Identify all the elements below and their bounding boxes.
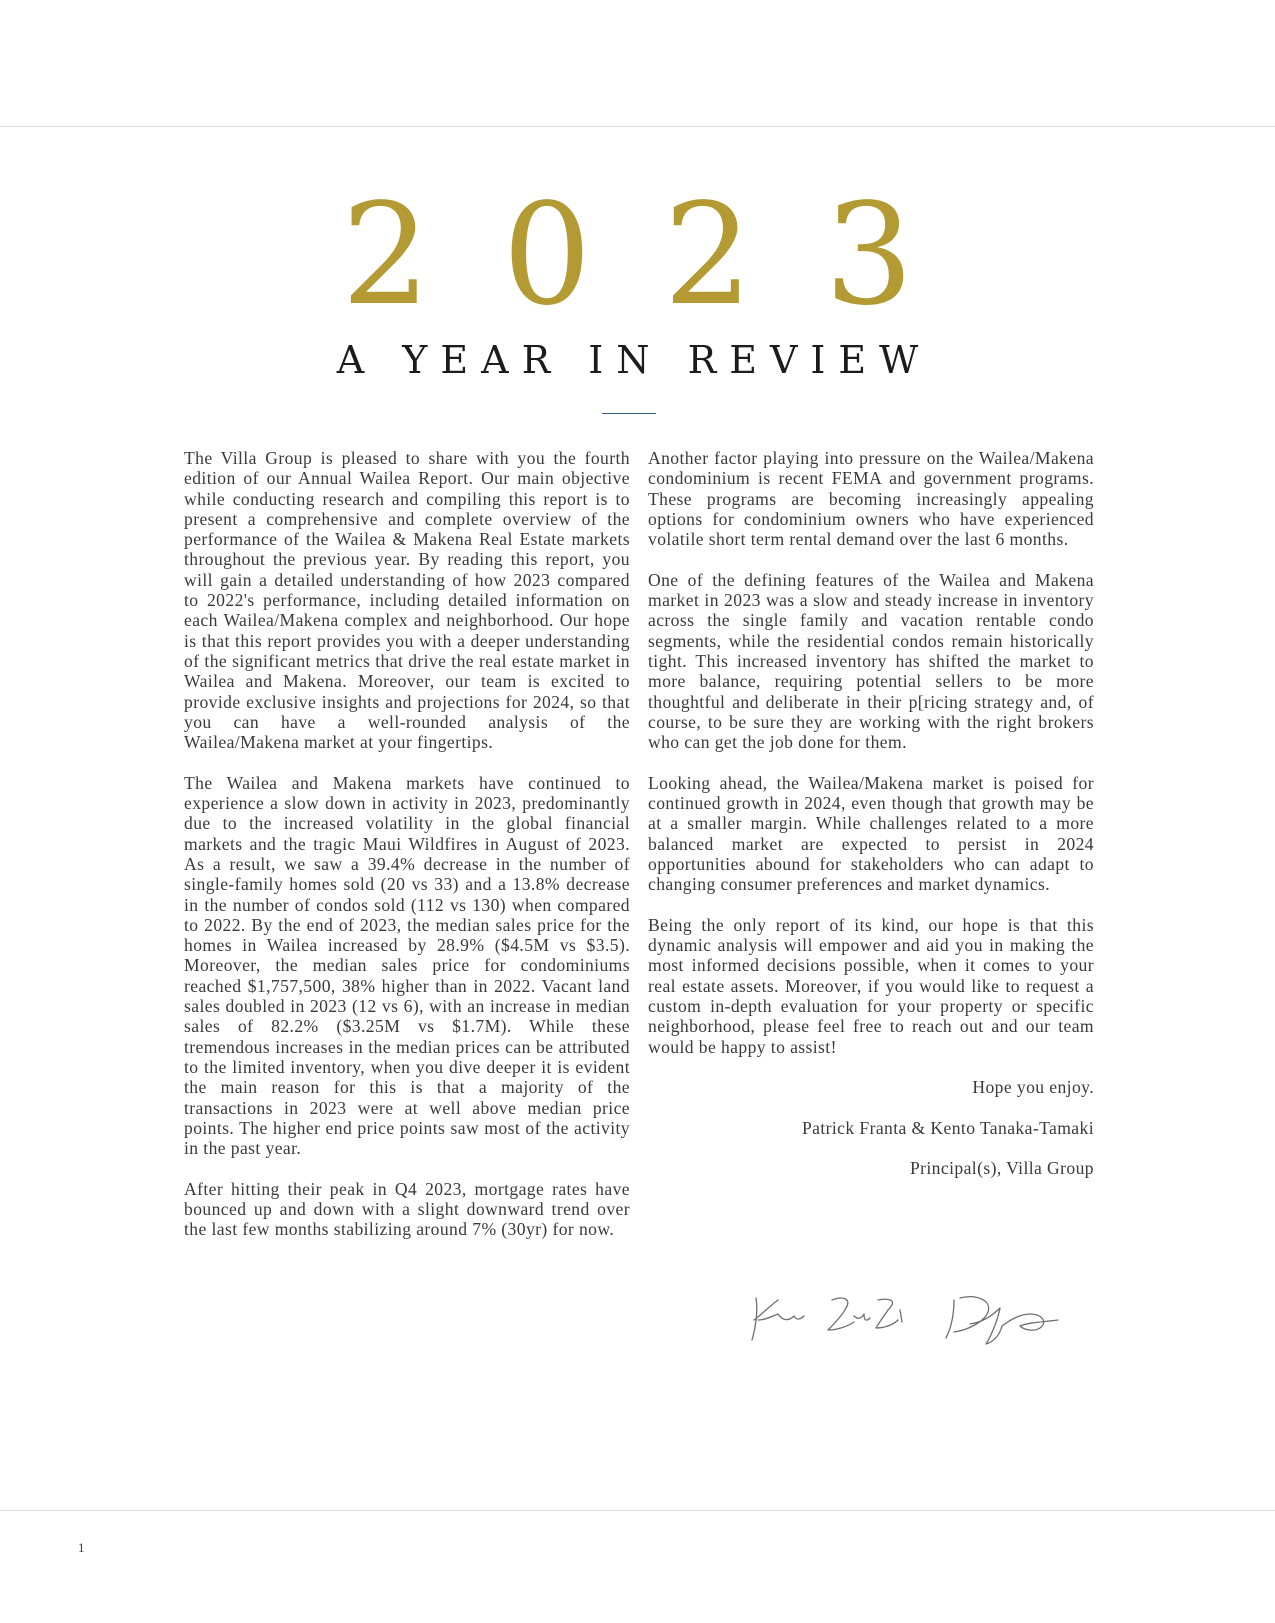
signature-kento-2 bbox=[828, 1298, 902, 1330]
bottom-divider bbox=[0, 1510, 1275, 1511]
handwritten-signatures bbox=[748, 1286, 1088, 1352]
page-number: 1 bbox=[78, 1540, 85, 1555]
left-column bbox=[184, 448, 630, 1260]
right-column bbox=[648, 448, 1094, 1199]
inventory-paragraph: One of the defining features of the Wailea and Makena market in 2023 was a slow and steady increase in inventory across the single family and vacation rentable condo segments, while the residential condos remain historically tight. This increased inventory has shifted the market to more balance, requiring potential sellers to be more thoughtful and deliberate in their p[ricing strategy and, of course, to be sure they are working with the right brokers who can get the job done for them. bbox=[648, 569, 1094, 753]
closing-greeting: Hope you enjoy. bbox=[972, 1077, 1094, 1098]
report-year-title: 2023 bbox=[341, 174, 986, 337]
mortgage-rates-paragraph: After hitting their peak in Q4 2023, mortgage rates have bounced up and down with a slight downward trend over the last few months stabilizing around 7% (30yr) for now. bbox=[184, 1178, 630, 1240]
top-divider bbox=[0, 126, 1275, 127]
title-accent-line bbox=[602, 413, 656, 414]
signer-role: Principal(s), Villa Group bbox=[909, 1158, 1094, 1179]
closing-paragraph: Being the only report of its kind, our hope is that this dynamic analysis will empower and aid you in making the most informed decisions possible, when it comes to your real estate assets. Moreover, if you would like to request a custom in-depth evaluation for your property or specific neighborhood, please feel free to reach out and our team would be happy to assist! bbox=[648, 914, 1094, 1057]
market-stats-paragraph: The Wailea and Makena markets have continued to experience a slow down in activity in 2023, predominantly due to the increased volatility in the global financial markets and the tragic Maui Wildfires in August of 2023. As a result, we saw a 39.4% decrease in the number of single-family homes sold (20 vs 33) and a 13.8% decrease in the number of condos sold (112 vs 130) when compared to 2022. By the end of 2023, the median sales price for the homes in Wailea increased by 28.9% ($4.5M vs $3.5). Moreover, the median sales price for condominiums reached $1,757,500, 38% higher than in 2022. Vacant land sales doubled in 2023 (12 vs 6), with an increase in median sales of 82.2% ($3.25M vs $1.7M). While these tremendous increases in the median prices can be attributed to the limited inventory, when you dive deeper it is evident the main reason for this is that a majority of the transactions in 2023 were at well above median price points. The higher end price points saw most of the activity in the past year. bbox=[184, 772, 630, 1159]
intro-paragraph: The Villa Group is pleased to share with you the fourth edition of our Annual Wailea Report. Our main objective while conducting research and compiling this report is to present a comprehensive and complete overview of the performance of the Wailea & Makena Real Estate markets throughout the previous year. By reading this report, you will gain a detailed understanding of how 2023 compared to 2022's performance, including detailed information on each Wailea/Makena complex and neighborhood. Our hope is that this report provides you with a deeper understanding of the significant metrics that drive the real estate market in Wailea and Makena. Moreover, our team is excited to provide exclusive insights and projections for 2024, so that you can have a well-rounded analysis of the Wailea/Makena market at your fingertips. bbox=[184, 448, 630, 753]
outlook-paragraph: Looking ahead, the Wailea/Makena market is poised for continued growth in 2024, even though that growth may be at a smaller margin. While challenges related to a more balanced market are expected to persist in 2024 opportunities abound for stakeholders who can adapt to changing consumer preferences and market dynamics. bbox=[648, 772, 1094, 895]
fema-paragraph: Another factor playing into pressure on the Wailea/Makena condominium is recent FEMA and government programs. These programs are becoming increasingly appealing options for condominium owners who have experienced volatile short term rental demand over the last 6 months. bbox=[648, 448, 1094, 550]
signature-patrick bbox=[946, 1297, 1058, 1344]
signature-kento bbox=[752, 1298, 804, 1340]
report-subtitle: A YEAR IN REVIEW bbox=[336, 338, 932, 382]
signer-names: Patrick Franta & Kento Tanaka-Tamaki bbox=[801, 1117, 1094, 1138]
